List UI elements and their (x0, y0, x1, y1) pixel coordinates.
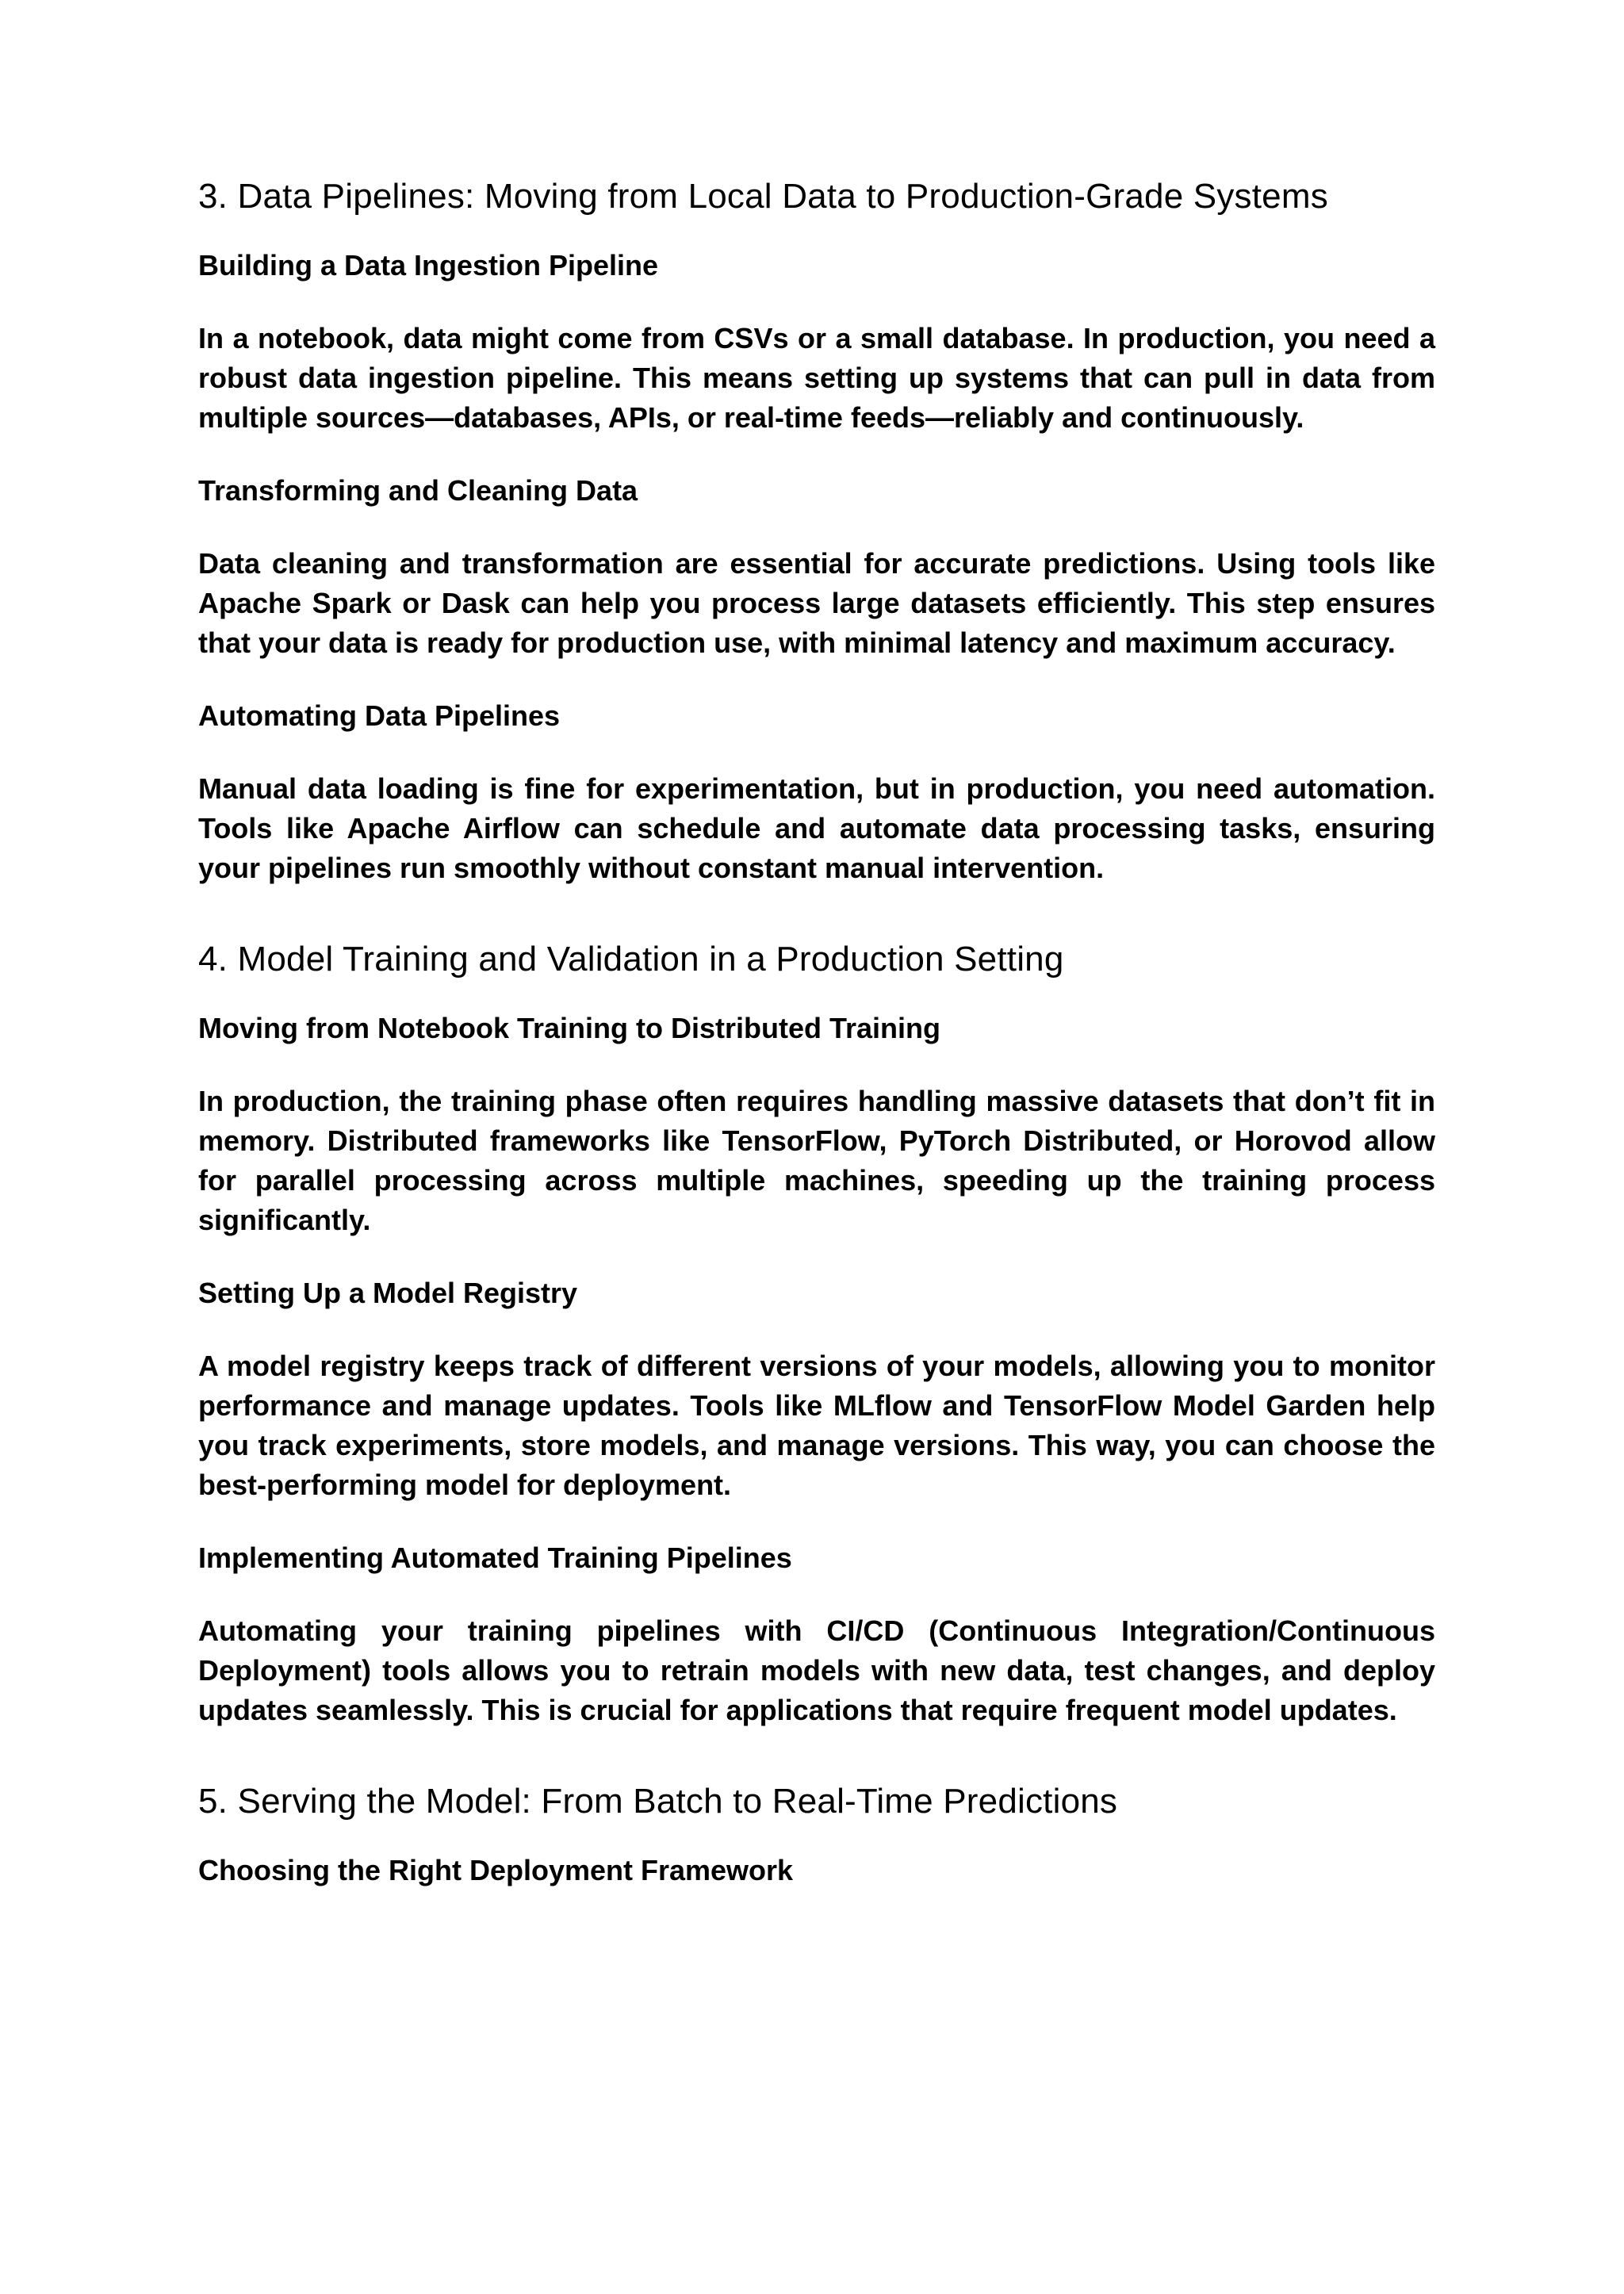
paragraph: In production, the training phase often requires handling massive datasets that don’t fit in memory. Distributed frameworks like TensorFlow, PyTorch Distributed, or Horovod allow for parallel processing across multiple machines, speeding up the training process significantly. (198, 1085, 1435, 1236)
subsection-title: Transforming and Cleaning Data (198, 474, 638, 507)
section-heading-3: 3. Data Pipelines: Moving from Local Data to Production-Grade Systems (198, 177, 1328, 216)
paragraph: Automating your training pipelines with CI/CD (Continuous Integration/Continuous Deployment) tools allows you to retrain models with new data, test changes, and deploy updates seamlessly. This is crucial for applications that require frequent model updates. (198, 1614, 1435, 1726)
paragraph: In a notebook, data might come from CSVs or a small database. In production, you need a robust data ingestion pipeline. This means setting up systems that can pull in data from multiple sources—databases, APIs, or real-time feeds—reliably and continuously. (198, 322, 1435, 434)
subsection-title: Implementing Automated Training Pipelines (198, 1541, 792, 1574)
section-heading-4: 4. Model Training and Validation in a Production Setting (198, 940, 1064, 978)
document-page (198, 174, 1435, 1924)
paragraph: Manual data loading is fine for experimentation, but in production, you need automation. Tools like Apache Airflow can schedule and automate data processing tasks, ensuring your pipelines run smoothly without constant manual intervention. (198, 772, 1435, 884)
subsection-title: Automating Data Pipelines (198, 699, 561, 732)
subsection-title: Choosing the Right Deployment Framework (198, 1854, 794, 1886)
subsection-title: Moving from Notebook Training to Distributed Training (198, 1012, 940, 1044)
subsection-title: Building a Data Ingestion Pipeline (198, 249, 659, 281)
paragraph: Data cleaning and transformation are essential for accurate predictions. Using tools like Apache Spark or Dask can help you process large datasets efficiently. This step ensures that your data is ready for production use, with minimal latency and maximum accuracy. (198, 547, 1435, 659)
paragraph: A model registry keeps track of different versions of your models, allowing you to monitor performance and manage updates. Tools like MLflow and TensorFlow Model Garden help you track experiments, store models, and manage versions. This way, you can choose the best-performing model for deployment. (198, 1350, 1435, 1501)
subsection-title: Setting Up a Model Registry (198, 1277, 578, 1309)
section-heading-5: 5. Serving the Model: From Batch to Real-Time Predictions (198, 1782, 1118, 1821)
